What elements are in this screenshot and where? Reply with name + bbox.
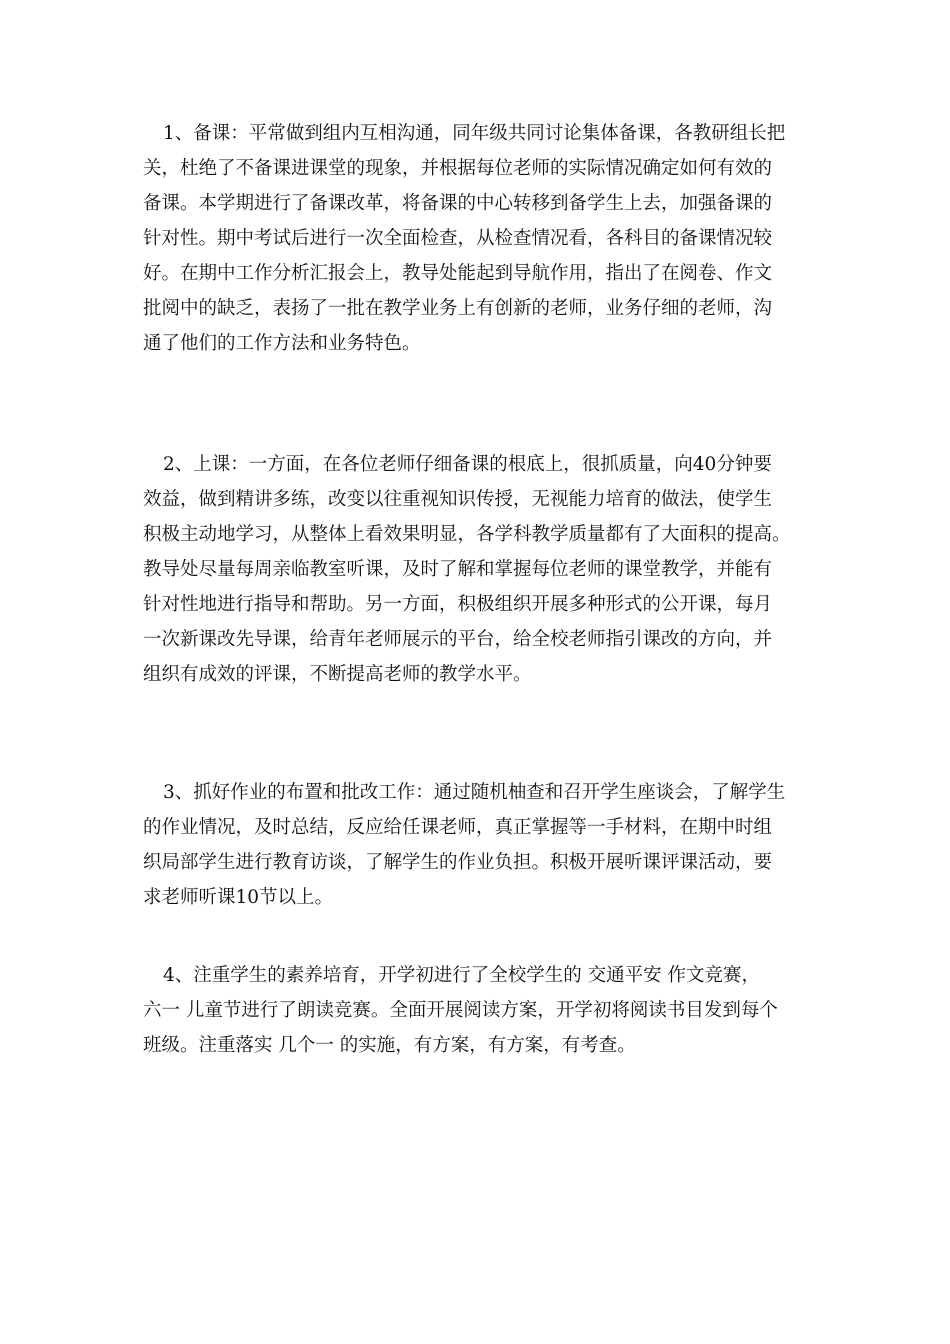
paragraph-line: 针对性。期中考试后进行一次全面检查，从检查情况看，各科目的备课情况较 [143,228,773,249]
paragraph-line: 3、抓好作业的布置和批改工作：通过随机柚查和召开学生座谈会，了解学生 [163,782,786,803]
paragraph-line: 2、上课：一方面，在各位老师仔细备课的根底上，很抓质量，向40分钟要 [163,454,772,475]
paragraph-line: 求老师听课10节以上。 [143,887,334,908]
paragraph-line: 织局部学生进行教育访谈，了解学生的作业负担。积极开展听课评课活动，要 [143,852,773,873]
paragraph-teaching [143,447,811,692]
paragraph-line: 组织有成效的评课，不断提高老师的教学水平。 [143,664,532,685]
paragraph-line: 批阅中的缺乏，表扬了一批在教学业务上有创新的老师，业务仔细的老师，沟 [143,298,773,319]
paragraph-line: 一次新课改先导课，给青年老师展示的平台，给全校老师指引课改的方向，并 [143,629,773,650]
paragraph-line: 4、注重学生的素养培育，开学初进行了全校学生的 交通平安 作文竞赛， [163,965,761,986]
paragraph-line: 班级。注重落实 几个一 的实施，有方案，有方案，有考查。 [143,1035,636,1056]
paragraph-line: 1、备课：平常做到组内互相沟通，同年级共同讨论集体备课，各教研组长把 [163,123,786,144]
paragraph-literacy [143,958,811,1063]
paragraph-line: 的作业情况，及时总结，反应给任课老师，真正掌握等一手材料，在期中时组 [143,817,773,838]
paragraph-line: 针对性地进行指导和帮助。另一方面，积极组织开展多种形式的公开课，每月 [143,594,773,615]
paragraph-line: 关，杜绝了不备课进课堂的现象，并根据每位老师的实际情况确定如何有效的 [143,158,773,179]
paragraph-line: 通了他们的工作方法和业务特色。 [143,333,421,354]
paragraph-line: 备课。本学期进行了备课改革，将备课的中心转移到备学生上去，加强备课的 [143,193,773,214]
paragraph-line: 积极主动地学习，从整体上看效果明显，各学科教学质量都有了大面积的提高。 [143,524,791,545]
paragraph-homework [143,775,811,915]
paragraph-line: 效益，做到精讲多练，改变以往重视知识传授，无视能力培育的做法，使学生 [143,489,773,510]
paragraph-line: 好。在期中工作分析汇报会上，教导处能起到导航作用，指出了在阅卷、作文 [143,263,773,284]
paragraph-line: 六一 儿童节进行了朗读竞赛。全面开展阅读方案，开学初将阅读书目发到每个 [143,1000,778,1021]
paragraph-line: 教导处尽量每周亲临教室听课，及时了解和掌握每位老师的课堂教学，并能有 [143,559,773,580]
paragraph-lesson-preparation [143,116,811,361]
